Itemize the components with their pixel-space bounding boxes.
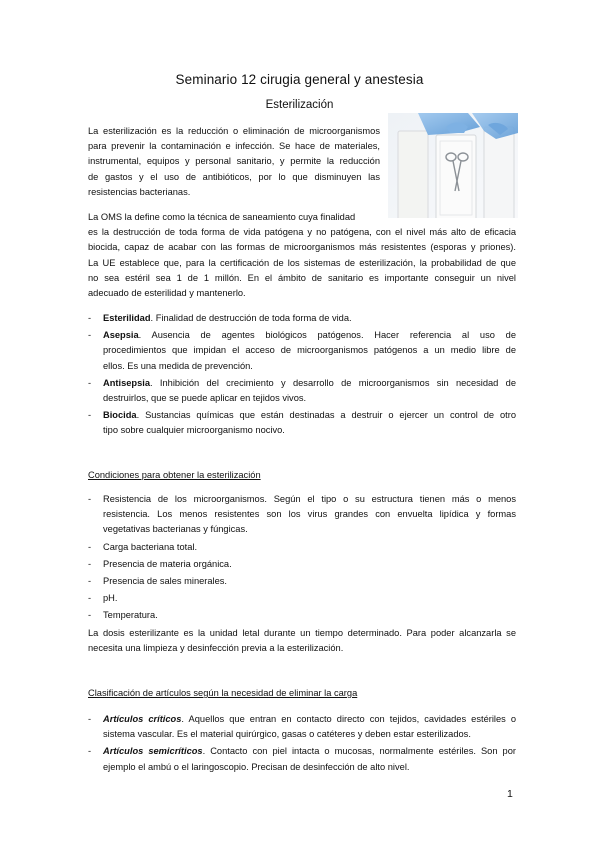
definition-text: . Ausencia de agentes biológicos patógenos. Hacer referencia al uso de	[138, 330, 516, 341]
dose-paragraph	[88, 626, 516, 656]
list-dash: -	[88, 330, 92, 341]
text-line: instrumental, equipos y personal sanitario, y permite la reducción	[88, 156, 380, 167]
list-text: resistencia. Los menos resistentes son los virus grandes con envuelta lipídica y formas	[103, 509, 516, 520]
text-line: de gastos y el uso de antibióticos, por lo que disminuyen las	[88, 171, 380, 182]
definition-text: ejemplo el ambú o el laringoscopio. Precisan de desinfección de alto nivel.	[103, 761, 410, 772]
list-item	[88, 311, 516, 326]
gloved-hands-image	[388, 113, 518, 218]
definition-text: . Contacto con piel intacta o mucosas, normalmente estériles. Son por	[202, 746, 516, 757]
list-item	[88, 408, 516, 438]
definition-text: . Aquellos que entran en contacto directo con tejidos, cavidades estériles o	[181, 714, 516, 724]
classification-heading: Clasificación de artículos según la necesidad de eliminar la carga	[88, 688, 358, 698]
list-dash: -	[88, 313, 92, 323]
list-item	[88, 540, 516, 555]
list-dash: -	[88, 377, 92, 388]
definitions-list	[88, 311, 516, 439]
text-line: necesita una limpieza y desinfección previa a la esterilización.	[88, 643, 344, 654]
section-title: Esterilización	[265, 99, 334, 111]
list-text: Presencia de materia orgánica.	[103, 558, 232, 569]
list-text: vegetativas bacterianas y fúngicas.	[103, 524, 248, 535]
list-text: Carga bacteriana total.	[103, 541, 198, 552]
text-line: adecuado de esterilidad y mantenerlo.	[88, 287, 246, 298]
list-dash: -	[88, 494, 92, 504]
intro-paragraph-1	[88, 124, 380, 200]
definition-text: procedimientos que impidan el acceso de microorganismos patógenos a un medio libre de	[103, 345, 516, 356]
list-dash: -	[88, 593, 92, 604]
text-line: es la destrucción de toda forma de vida patógena y no patógena, con el nivel más alto de eficacia	[88, 227, 516, 238]
list-dash: -	[88, 746, 92, 757]
list-dash: -	[88, 410, 92, 421]
list-dash: -	[88, 714, 92, 724]
definition-text: . Inhibición del crecimiento y desarrollo de microorganismos sin necesidad de	[150, 377, 516, 388]
intro-paragraph-2	[88, 210, 516, 301]
list-dash: -	[88, 610, 92, 621]
conditions-heading: Condiciones para obtener la esterilización	[88, 470, 261, 480]
term: Biocida	[103, 410, 137, 421]
list-item	[88, 328, 516, 374]
text-line: no sea estéril sea 1 de 1 millón. En el ámbito de sanitario es importante conseguir un nivel	[88, 272, 516, 283]
text-line: La UE establece que, para la certificación de los sistemas de esterilización, la probabilidad de que	[88, 257, 516, 268]
page-number: 1	[507, 788, 513, 800]
list-text: Temperatura.	[103, 610, 158, 621]
definition-text: sistema vascular. Es el material quirúrgico, gasas o catéteres y deben estar esterilizados.	[103, 729, 471, 740]
text-line: para prevenir la contaminación e infección. Se hace de materiales,	[88, 141, 380, 152]
list-item	[88, 492, 516, 538]
definition-text: destruirlos, que se puede aplicar en tejidos vivos.	[103, 392, 307, 403]
text-line: biocida, capaz de acabar con las formas de microorganismos más resistentes (esporas y priones).	[88, 242, 516, 253]
list-item	[88, 608, 516, 623]
list-text: Resistencia de los microorganismos. Según el tipo o su estructura tienen más o menos	[103, 494, 516, 504]
term: Antisepsia	[103, 377, 151, 388]
list-text: pH.	[103, 593, 118, 604]
definition-text: . Finalidad de destrucción de toda forma de vida.	[150, 313, 352, 323]
text-line: La dosis esterilizante es la unidad letal durante un tiempo determinado. Para poder alcanzarla se	[88, 628, 516, 638]
list-item	[88, 591, 516, 606]
term: Artículos semicríticos	[103, 746, 203, 757]
list-item	[88, 574, 516, 589]
term: Esterilidad	[103, 313, 151, 323]
document-title: Seminario 12 cirugia general y anestesia	[175, 72, 424, 87]
list-item	[88, 712, 516, 742]
list-text: Presencia de sales minerales.	[103, 575, 228, 586]
list-item	[88, 376, 516, 406]
definition-text: ellos. Es una medida de prevención.	[103, 360, 253, 371]
list-item	[88, 557, 516, 572]
term: Artículos críticos	[103, 714, 182, 724]
text-line: La esterilización es la reducción o eliminación de microorganismos	[88, 126, 380, 136]
text-line: La OMS la define como la técnica de saneamiento cuya finalidad	[88, 212, 356, 222]
list-dash: -	[88, 558, 92, 569]
definition-text: . Sustancias químicas que están destinadas a destruir o ejercer un control de otro	[136, 410, 516, 421]
text-line: resistencias bacterianas.	[88, 186, 191, 197]
sterilization-photo	[388, 113, 518, 218]
conditions-list	[88, 492, 516, 624]
term: Asepsia	[103, 330, 139, 341]
list-item	[88, 744, 516, 774]
list-dash: -	[88, 575, 92, 586]
definition-text: tipo sobre cualquier microorganismo nocivo.	[103, 425, 285, 436]
list-dash: -	[88, 541, 92, 552]
classification-list	[88, 712, 516, 775]
